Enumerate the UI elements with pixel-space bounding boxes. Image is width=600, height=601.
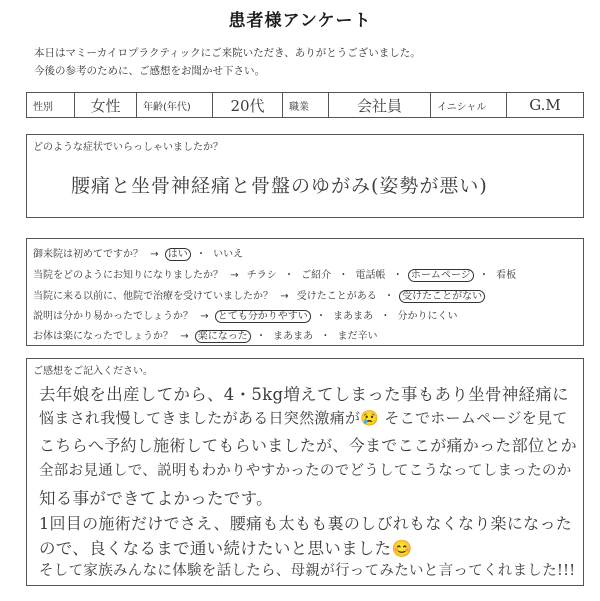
separator-dot: ・ — [195, 249, 206, 260]
option: 分かりにくい — [397, 311, 458, 322]
separator-dot: ・ — [283, 270, 294, 281]
impressions-label: ご感想をご記入ください。 — [33, 366, 153, 377]
question-row — [33, 327, 380, 342]
separator-dot: ・ — [320, 331, 331, 342]
job-label: 職業 — [283, 93, 329, 117]
impression-line: 知る事ができてよかったです。 — [39, 489, 273, 508]
gender-value: 女性 — [75, 93, 137, 117]
page-title: 患者様アンケート — [228, 11, 372, 31]
job-value: 会社員 — [329, 93, 431, 117]
question-row — [33, 287, 485, 302]
impression-line: 去年娘を出産してから、4・5kg増えてしまった事もあり坐骨神経痛に — [39, 385, 569, 404]
question-text: 当院に来る以前に、他院で治療を受けていましたか？ — [33, 291, 273, 302]
impression-line: そして家族みんなに体験を話したら、母親が行ってみたいと言ってくれました!!! — [39, 563, 576, 579]
separator-dot: ・ — [383, 291, 394, 302]
impressions-section — [26, 358, 584, 586]
option: 電話帳 — [355, 270, 386, 281]
intro-line: 本日はマミーカイロプラクティックにご来院いただき、ありがとうございました。 — [34, 47, 421, 59]
option: まだ辛い — [337, 331, 378, 342]
option: ご紹介 — [301, 270, 332, 281]
initial-value: G.M — [529, 96, 561, 114]
question-row — [33, 245, 245, 260]
option-circled: とても分かりやすい — [215, 310, 311, 323]
question-text: 当院をどのようにお知りになりましたか？ — [33, 270, 223, 281]
arrow-icon: → — [150, 249, 159, 260]
profile-row — [26, 92, 584, 118]
impression-line: ので、良くなるまで通い続けたいと思いました😊 — [39, 539, 413, 558]
intro-text — [34, 44, 421, 80]
questions-section — [26, 238, 584, 346]
symptoms-question: どのような症状でいらっしゃいましたか？ — [33, 142, 223, 153]
question-text: お体は楽になったでしょうか？ — [33, 331, 173, 342]
arrow-icon: → — [200, 311, 209, 322]
option-circled: はい — [165, 248, 191, 261]
symptoms-section — [26, 134, 584, 218]
option: 受けたことがある — [296, 291, 377, 302]
separator-dot: ・ — [338, 270, 349, 281]
intro-line: 今後の参考のために、ご感想をお聞かせ下さい。 — [34, 65, 265, 77]
option-circled: 受けたことがない — [399, 290, 485, 303]
option: まあまあ — [273, 331, 314, 342]
separator-dot: ・ — [478, 270, 489, 281]
option-circled: 楽になった — [195, 330, 251, 343]
arrow-icon: → — [230, 270, 239, 281]
option: いいえ — [213, 249, 244, 260]
separator-dot: ・ — [315, 311, 326, 322]
impression-line: こちらへ予約し施術してもらいましたが、今までここが痛かった部位とか — [39, 436, 577, 455]
option: チラシ — [246, 270, 277, 281]
age-value: 20代 — [213, 93, 283, 117]
arrow-icon: → — [280, 291, 289, 302]
question-row — [33, 307, 460, 322]
impression-line: 1回目の施術だけでさえ、腰痛も太もも裏のしびれもなくなり楽になった — [39, 514, 573, 533]
symptoms-answer: 腰痛と坐骨神経痛と骨盤のゆがみ(姿勢が悪い) — [71, 175, 488, 197]
arrow-icon: → — [180, 331, 189, 342]
question-text: 説明は分かり易かったでしょうか？ — [33, 311, 193, 322]
gender-label: 性別 — [27, 93, 75, 117]
separator-dot: ・ — [380, 311, 391, 322]
initial-label: イニシャル — [431, 93, 507, 117]
separator-dot: ・ — [255, 331, 266, 342]
option: まあまあ — [333, 311, 374, 322]
impression-line: 全部お見通しで、説明もわかりやすかったのでどうしてこうなってしまったのか — [39, 463, 572, 479]
impression-line: 悩まされ我慢してきましたがある日突然激痛が😢 そこでホームページを見て — [39, 409, 568, 427]
question-row — [33, 266, 518, 281]
separator-dot: ・ — [392, 270, 403, 281]
age-label: 年齢(年代) — [137, 93, 213, 117]
option-circled: ホームページ — [408, 269, 474, 282]
question-text: 御来院は初めてですか？ — [33, 249, 143, 260]
option: 看板 — [496, 270, 517, 281]
